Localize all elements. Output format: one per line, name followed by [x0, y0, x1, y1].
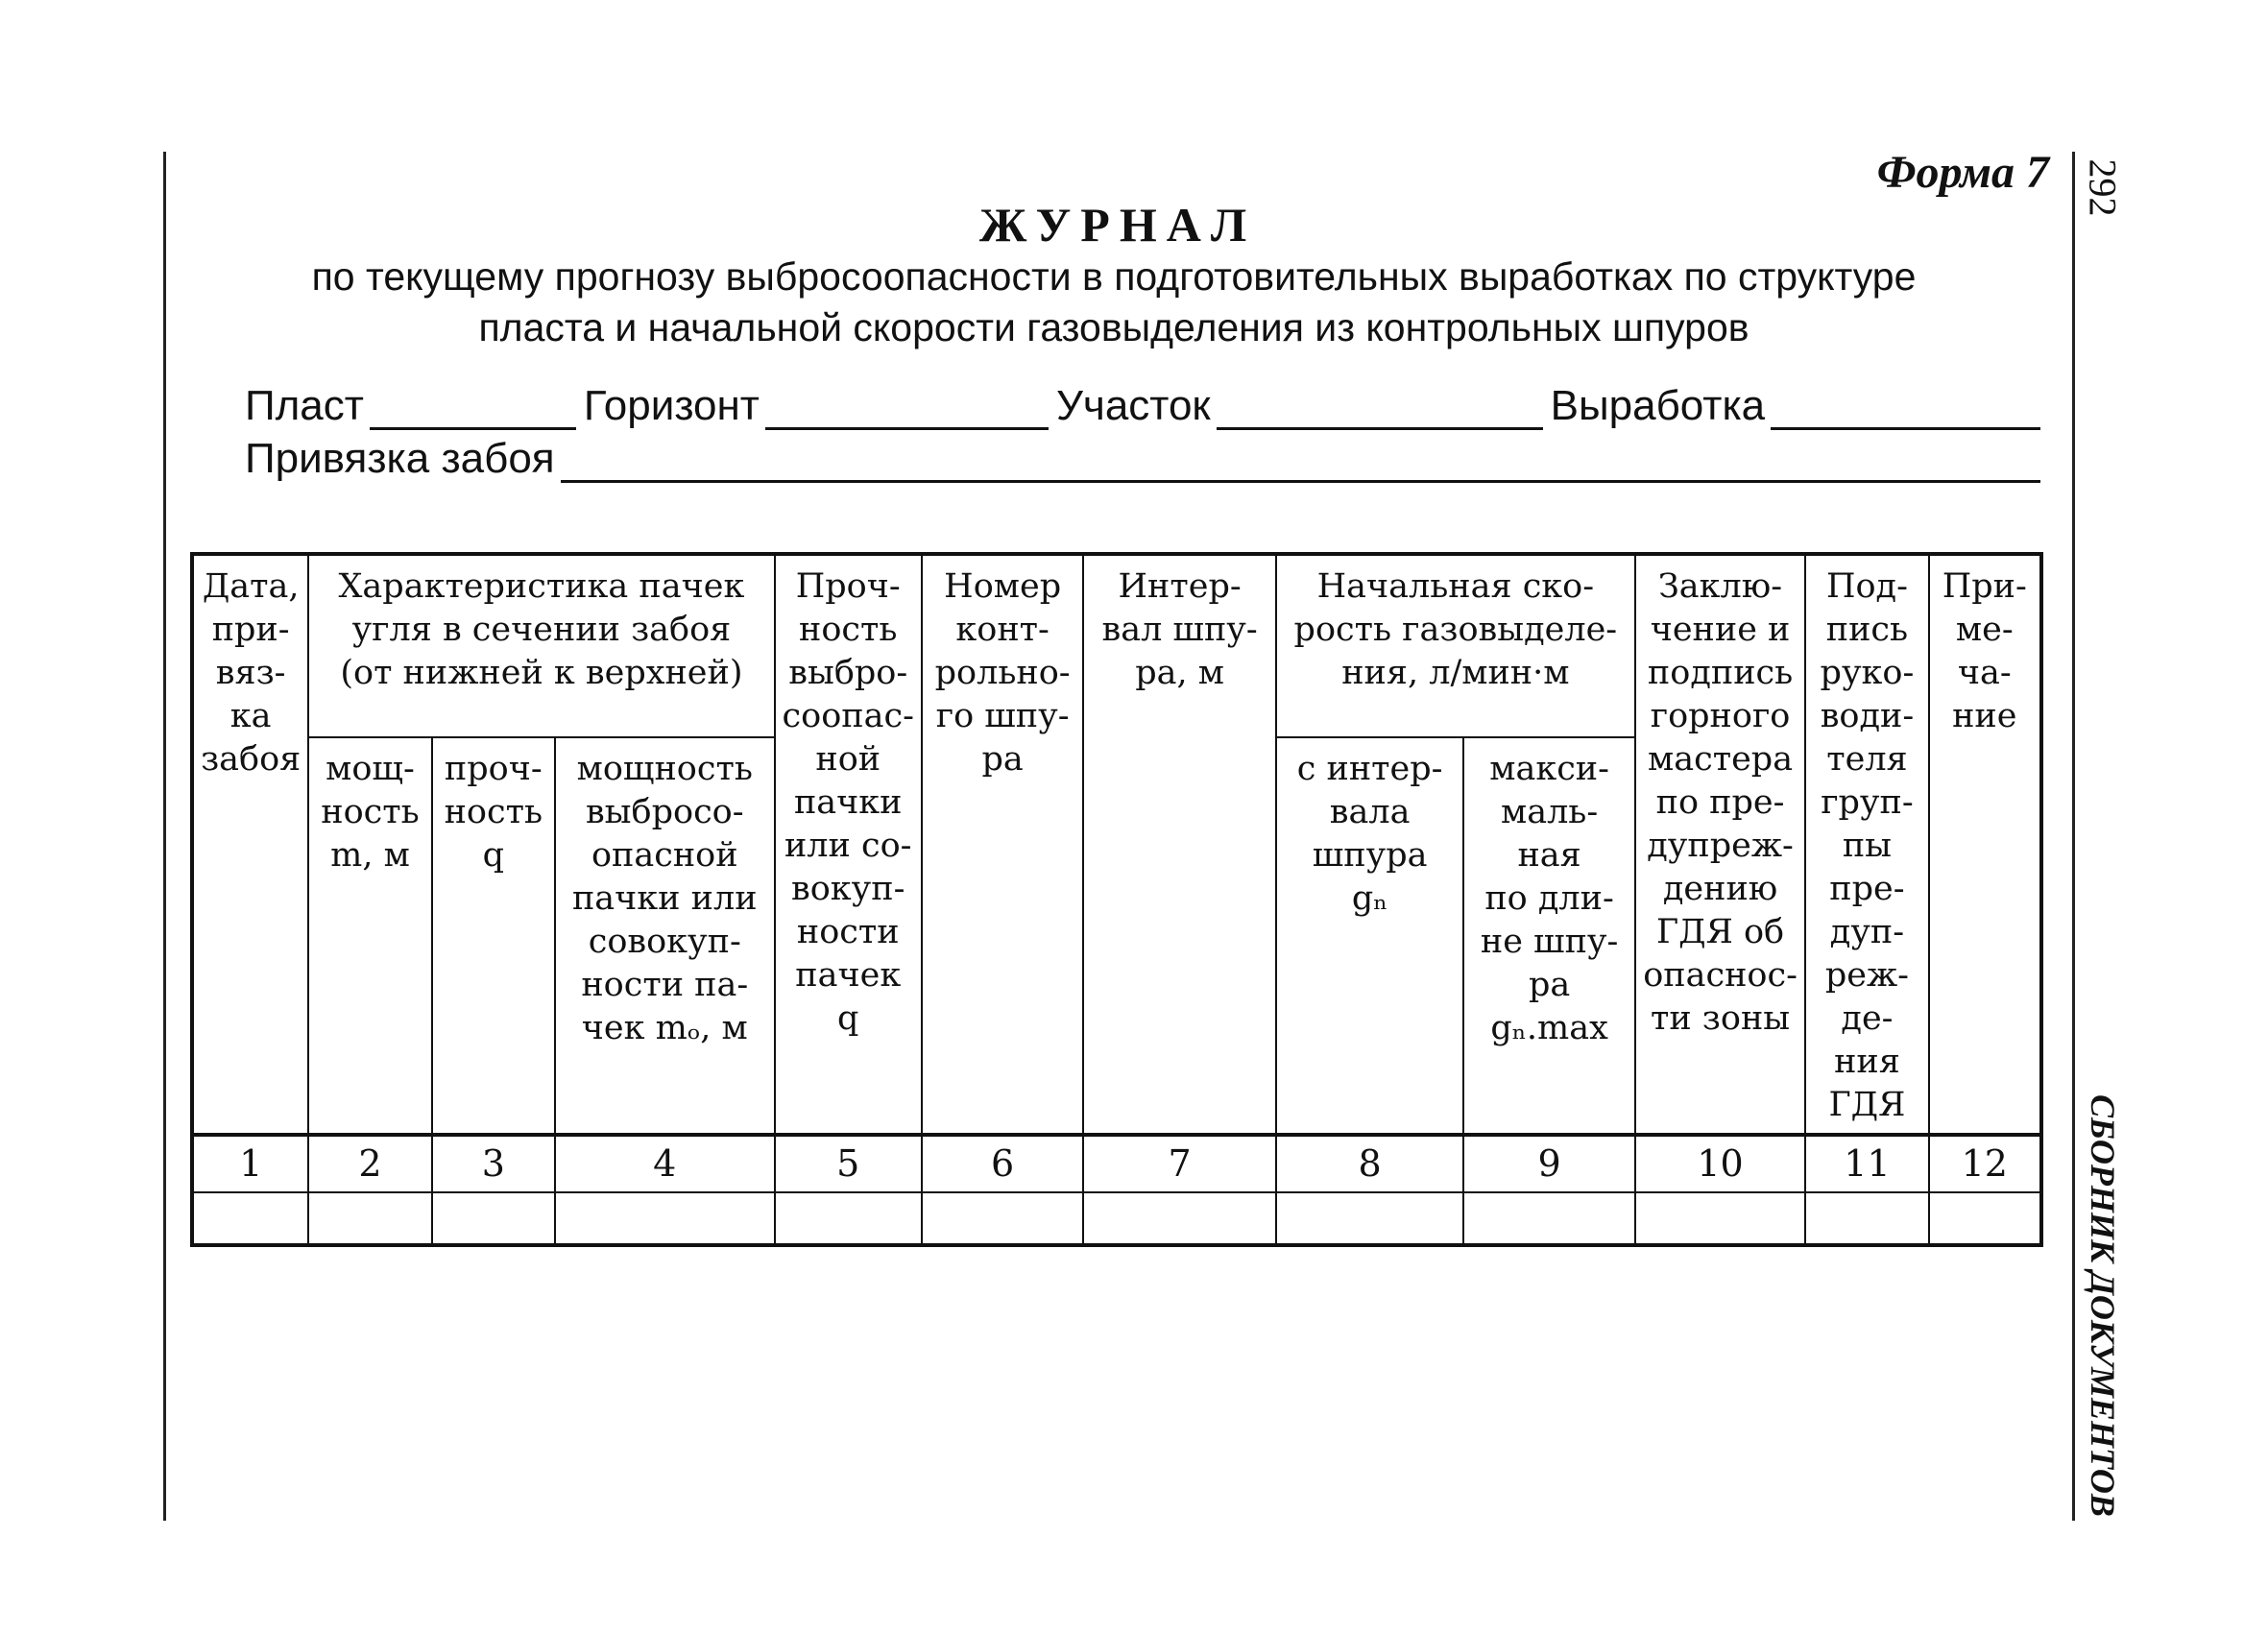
running-head: СБОРНИК ДОКУМЕНТОВ	[2084, 1094, 2122, 1517]
subheader-cell-thickness: мощ- ность m, м	[308, 737, 431, 1135]
empty-cell[interactable]	[922, 1192, 1083, 1245]
column-number-row	[192, 1135, 2041, 1192]
subheader-cell-outburst-thickness: мощность выбросо- опасной пачки или совокуп- ности па- чек mₒ, м	[555, 737, 775, 1135]
column-number: 5	[775, 1135, 922, 1192]
field-line-privyazka[interactable]	[561, 438, 2040, 483]
header-cell-master-conclusion: Заклю- чение и подпись горного мастера по пре- дупреж- дению ГДЯ об опаснос- ти зоны	[1635, 554, 1805, 1135]
subheader-cell-interval-velocity: с интер- вала шпура gₙ	[1276, 737, 1464, 1135]
column-number: 4	[555, 1135, 775, 1192]
empty-cell[interactable]	[775, 1192, 922, 1245]
column-number: 10	[1635, 1135, 1805, 1192]
field-label-privyazka: Привязка забоя	[245, 435, 555, 482]
empty-cell[interactable]	[1635, 1192, 1805, 1245]
header-fields-row-2	[245, 435, 2040, 483]
running-head-box	[2076, 1094, 2130, 1517]
header-fields-row	[245, 382, 2040, 430]
header-cell-hole-number: Номер конт- рольно- го шпу- ра	[922, 554, 1083, 1135]
field-label-gorizont: Горизонт	[583, 382, 760, 429]
column-number: 1	[192, 1135, 308, 1192]
header-cell-leader-signature: Под- пись руко- води- теля груп- пы пре- дуп- реж- де- ния ГДЯ	[1805, 554, 1928, 1135]
empty-entry-row	[192, 1192, 2041, 1245]
empty-cell[interactable]	[308, 1192, 431, 1245]
header-group-gas-velocity: Начальная ско- рость газовыделе- ния, л/мин·м	[1276, 554, 1635, 737]
header-cell-hole-interval: Интер- вал шпу- ра, м	[1083, 554, 1276, 1135]
empty-cell[interactable]	[1463, 1192, 1634, 1245]
header-cell-strength: Проч- ность выбро- соопас- ной пачки или со- вокуп- ности пачек q	[775, 554, 922, 1135]
column-number: 9	[1463, 1135, 1634, 1192]
column-number: 3	[432, 1135, 555, 1192]
journal-table	[190, 552, 2043, 1247]
header-cell-note: При- ме- ча- ние	[1929, 554, 2041, 1135]
column-number: 7	[1083, 1135, 1276, 1192]
form-label: Форма 7	[1876, 147, 2049, 198]
document-title: ЖУРНАЛ	[978, 198, 1257, 252]
column-number: 12	[1929, 1135, 2041, 1192]
empty-cell[interactable]	[555, 1192, 775, 1245]
field-label-uchastok: Участок	[1055, 382, 1211, 429]
page-number-box	[2076, 154, 2130, 221]
column-number: 11	[1805, 1135, 1928, 1192]
header-cell-date: Дата, при- вяз- ка забоя	[192, 554, 308, 1135]
table-header-row	[192, 554, 2041, 737]
document-subtitle: по текущему прогнозу выбросоопасности в подготовительных выработках по структуре пласта и начальной скорости газовыделения из контрольных шпуров	[311, 254, 1917, 349]
column-number: 8	[1276, 1135, 1464, 1192]
empty-cell[interactable]	[1929, 1192, 2041, 1245]
field-line-plast[interactable]	[370, 385, 576, 430]
empty-cell[interactable]	[192, 1192, 308, 1245]
field-label-plast: Пласт	[245, 382, 364, 429]
empty-cell[interactable]	[432, 1192, 555, 1245]
empty-cell[interactable]	[1276, 1192, 1464, 1245]
right-margin-rule	[2072, 152, 2075, 1521]
page-number: 292	[2081, 158, 2125, 216]
empty-cell[interactable]	[1083, 1192, 1276, 1245]
subheader-cell-strength: проч- ность q	[432, 737, 555, 1135]
empty-cell[interactable]	[1805, 1192, 1928, 1245]
left-margin-rule	[163, 152, 166, 1521]
column-number: 2	[308, 1135, 431, 1192]
column-number: 6	[922, 1135, 1083, 1192]
field-line-gorizont[interactable]	[765, 385, 1049, 430]
subheader-cell-max-velocity: макси- маль- ная по дли- не шпу- ра gₙ.max	[1463, 737, 1634, 1135]
field-line-vyrabotka[interactable]	[1771, 385, 2040, 430]
field-label-vyrabotka: Выработка	[1550, 382, 1766, 429]
field-line-uchastok[interactable]	[1217, 385, 1543, 430]
header-group-characteristics: Характеристика пачек угля в сечении забоя (от нижней к верхней)	[308, 554, 774, 737]
